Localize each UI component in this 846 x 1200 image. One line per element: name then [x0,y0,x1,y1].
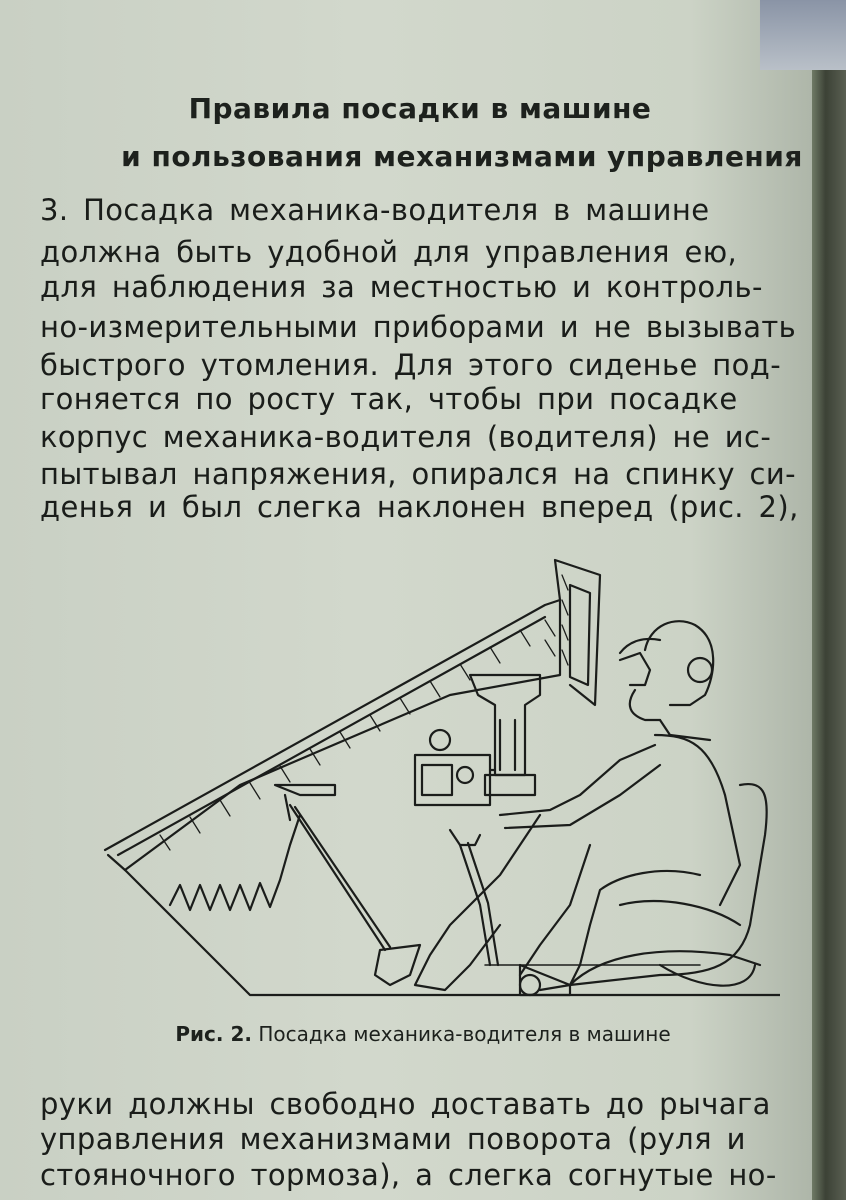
figure-caption-text: Посадка механика-водителя в машине [258,1022,671,1046]
paragraph-line: руки должны свободно доставать до рычага [40,1087,771,1121]
paragraph-line: стояночного тормоза), а слегка согнутые но- [40,1158,777,1192]
paragraph-line: пытывал напряжения, опирался на спинку си- [40,457,796,491]
paragraph-line: 3. Посадка механика-водителя в машине [40,193,710,227]
paragraph-line: но-измерительными приборами и не вызывать [40,310,797,344]
paragraph-line: гоняется по росту так, чтобы при посадке [40,382,738,416]
paragraph-line: должна быть удобной для управления ею, [40,235,738,269]
paragraph-line: для наблюдения за местностью и контроль- [40,270,763,304]
figure-caption [0,1022,812,1046]
book-spine-shadow [812,0,846,1200]
paragraph-line: корпус механика-водителя (водителя) не ис- [40,420,772,454]
pedal-linkage [170,785,420,985]
figure-caption-label: Рис. 2. [175,1022,252,1046]
paragraph-line: быстрого утомления. Для этого сиденье под- [40,348,782,382]
background-corner [760,0,846,70]
driver-seating-illustration [100,545,780,1005]
section-heading-line-2: и пользования механизмами управления [121,140,803,173]
paragraph-line: управления механизмами поворота (руля и [40,1122,746,1156]
paragraph-line: денья и был слегка наклонен вперед (рис. 2), [40,490,799,524]
control-panel [415,730,495,805]
section-heading-line-1: Правила посадки в машине [188,92,652,125]
